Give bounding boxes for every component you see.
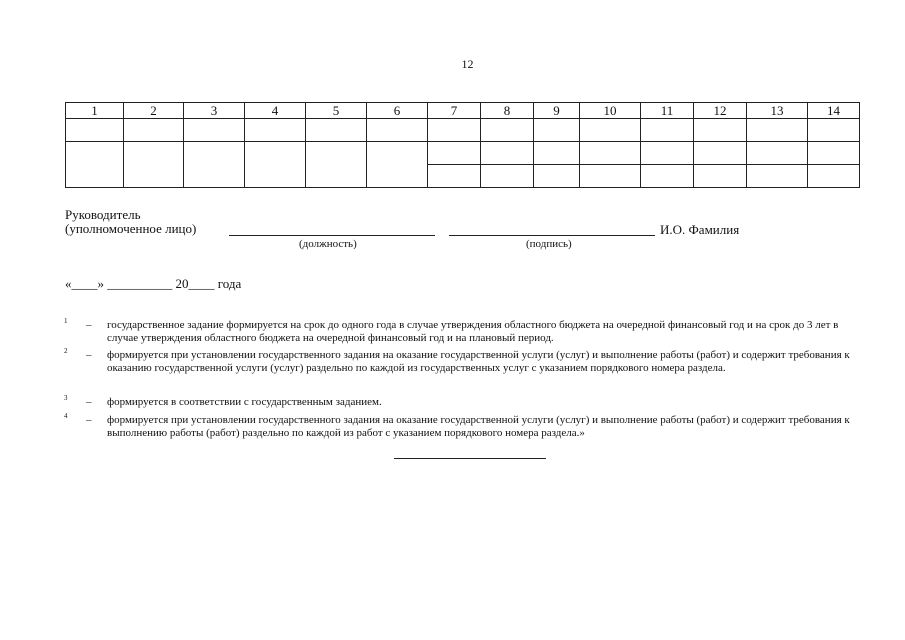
footnote-number: 1 (64, 317, 68, 325)
page-number: 12 (461, 57, 474, 71)
footnote-dash: – (86, 349, 92, 361)
footnote-number: 2 (64, 347, 68, 355)
footnote-text: формируется при установлении государственного задания на оказание государственной услуги (услуг) и выполнение работы (работ) и содержит требования к выполнению работы (работ) раздельно по каждой из работ с указанием порядкового номера раздела.» (107, 414, 850, 439)
footnote-text: формируется при установлении государственного задания на оказание государственной услуги (услуг) и выполнение работы (работ) и содержит требования к оказанию государственной услуги (услуг) раздельно по каждой из государственных услуг с указанием порядкового номера раздела. (107, 349, 850, 374)
table-cell (184, 142, 245, 188)
footnote-dash: – (86, 319, 92, 331)
table-cell (694, 142, 747, 165)
table-cell (808, 165, 860, 188)
table-cell (124, 119, 184, 142)
table-cell (367, 142, 428, 188)
footnote-text: формируется в соответствии с государственным заданием. (107, 396, 382, 408)
column-header: 3 (184, 103, 245, 119)
data-table (65, 102, 860, 188)
table-row (66, 119, 860, 142)
table-cell (306, 142, 367, 188)
table-cell (580, 119, 641, 142)
column-header: 7 (428, 103, 481, 119)
footnote-text: государственное задание формируется на срок до одного года в случае утверждения областного бюджета на очередной финансовый год и на срок до 3 лет в случае утверждения областного бюджета на очередной финансовый год и на плановый период. (107, 319, 839, 344)
footnote-3 (64, 396, 854, 409)
table-cell (808, 119, 860, 142)
signatory-label (65, 208, 196, 236)
closing-rule (394, 458, 546, 459)
table-cell (534, 142, 580, 165)
signature-line (449, 235, 655, 236)
table-cell (481, 142, 534, 165)
table-cell (245, 119, 306, 142)
table-cell (747, 119, 808, 142)
signature-caption: (подпись) (526, 238, 572, 250)
position-line (229, 235, 435, 236)
column-header: 14 (808, 103, 860, 119)
signatory-subtitle: (уполномоченное лицо) (65, 221, 197, 236)
signatory-title: Руководитель (65, 207, 141, 222)
column-header: 11 (641, 103, 694, 119)
column-header: 1 (66, 103, 124, 119)
table-cell (481, 165, 534, 188)
footnote-4 (64, 414, 854, 440)
column-header: 5 (306, 103, 367, 119)
table-cell (481, 119, 534, 142)
column-header: 10 (580, 103, 641, 119)
table-header-row (66, 103, 860, 119)
column-header: 8 (481, 103, 534, 119)
table-cell (694, 119, 747, 142)
table-cell (641, 165, 694, 188)
footnote-dash: – (86, 414, 92, 426)
column-header: 9 (534, 103, 580, 119)
table-cell (184, 119, 245, 142)
table-cell (747, 165, 808, 188)
table-cell (580, 165, 641, 188)
column-header: 13 (747, 103, 808, 119)
table-row (66, 142, 860, 165)
table-cell (124, 142, 184, 188)
table-cell (367, 119, 428, 142)
table-cell (641, 119, 694, 142)
footnote-2 (64, 349, 854, 375)
footnote-number: 4 (64, 412, 68, 420)
date-line: «____» __________ 20____ года (65, 276, 242, 291)
table-cell (694, 165, 747, 188)
table-cell (534, 165, 580, 188)
table-cell (428, 165, 481, 188)
table-cell (306, 119, 367, 142)
table-cell (66, 119, 124, 142)
table-cell (808, 142, 860, 165)
column-header: 4 (245, 103, 306, 119)
column-header: 2 (124, 103, 184, 119)
signatory-name: И.О. Фамилия (660, 222, 740, 237)
table-cell (580, 142, 641, 165)
column-header: 6 (367, 103, 428, 119)
table-cell (66, 142, 124, 188)
position-caption: (должность) (299, 238, 357, 250)
column-header: 12 (694, 103, 747, 119)
footnote-number: 3 (64, 394, 68, 402)
table-cell (641, 142, 694, 165)
table-cell (245, 142, 306, 188)
table-cell (747, 142, 808, 165)
table-cell (428, 142, 481, 165)
table-cell (534, 119, 580, 142)
footnote-dash: – (86, 396, 92, 408)
footnote-1 (64, 319, 854, 345)
table-cell (428, 119, 481, 142)
